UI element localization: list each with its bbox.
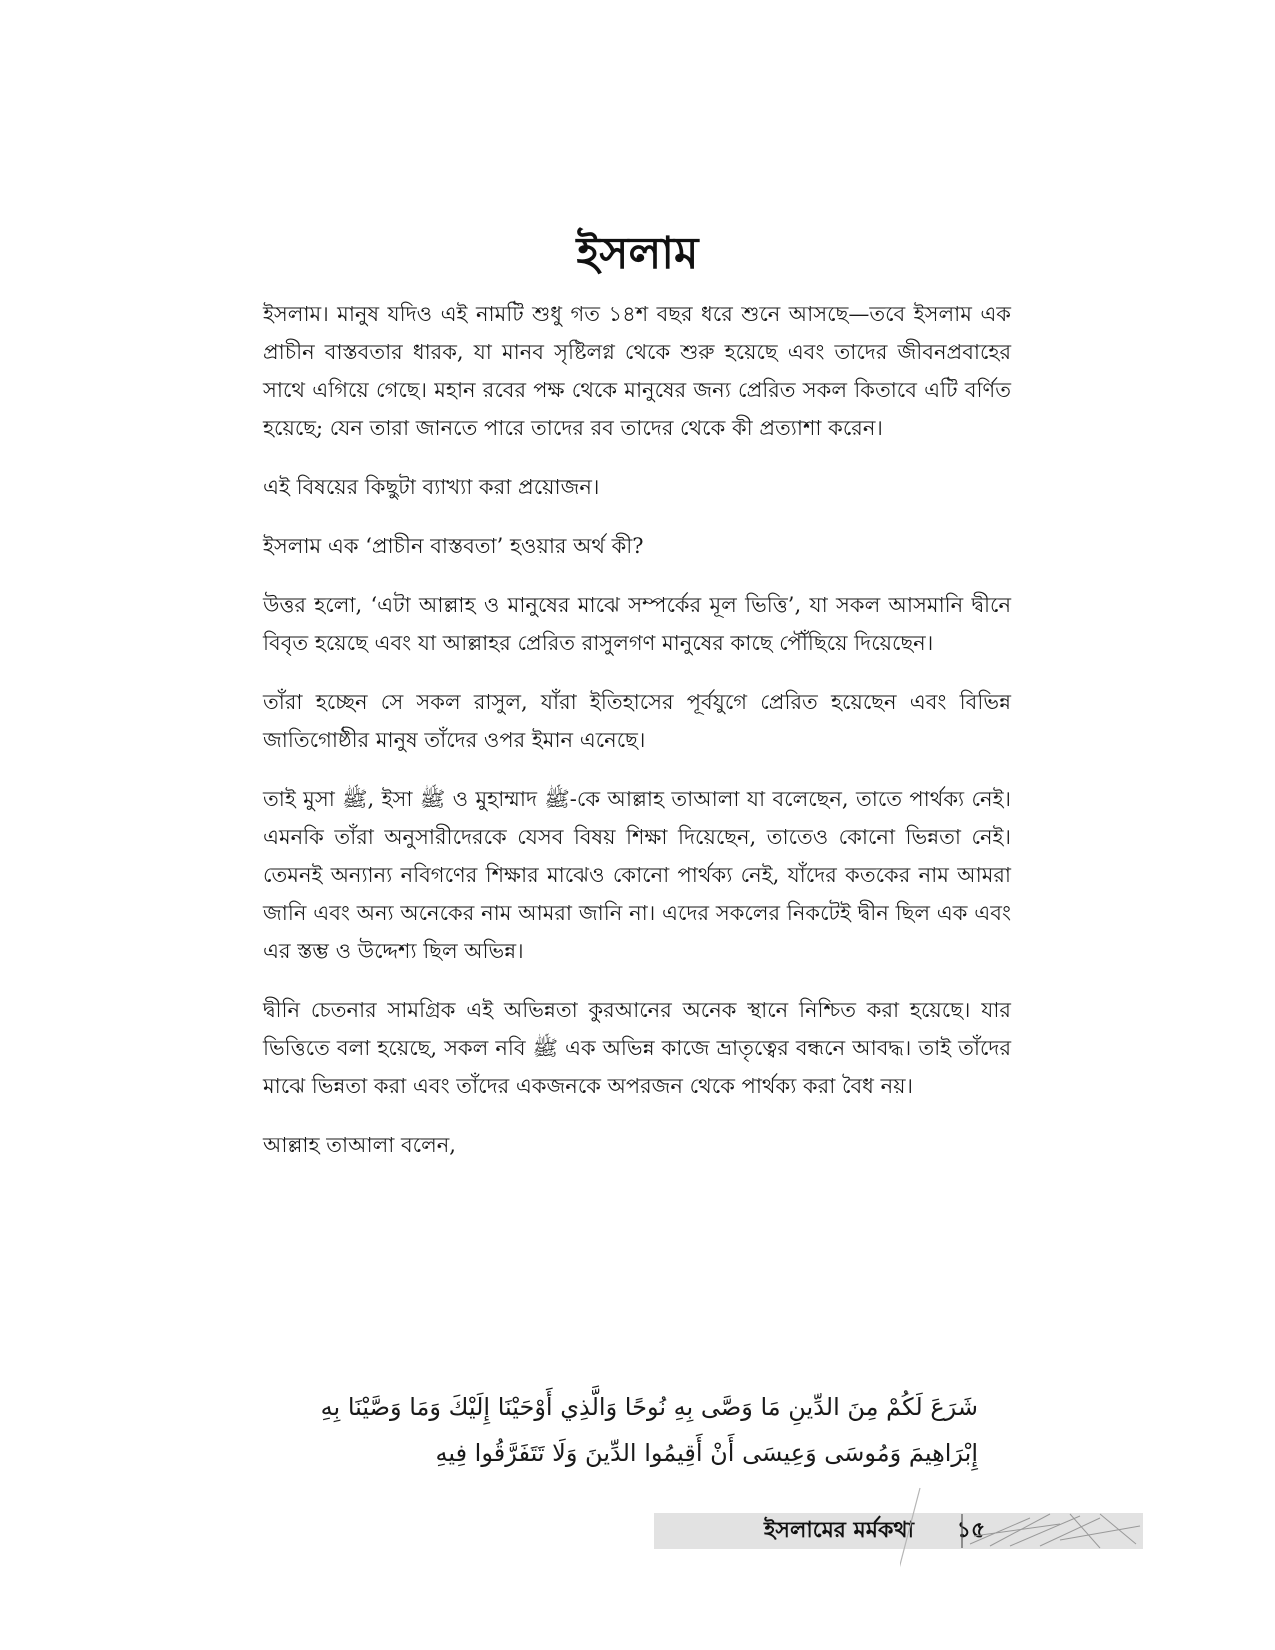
body-text (263, 295, 1011, 1185)
paragraph-messengers: তাঁরা হচ্ছেন সে সকল রাসুল, যাঁরা ইতিহাসের পূর্বযুগে প্রেরিত হয়েছেন এবং বিভিন্ন জাতিগোষ্ঠীর মানুষ তাঁদের ওপর ইমান এনেছে। (263, 690, 1011, 752)
footer-hatch-line (1040, 1518, 1100, 1546)
page-title: ইসলাম (576, 228, 699, 279)
footer-decoration (900, 1480, 1150, 1590)
paragraph-allah-says: আল্লাহ তাআলা বলেন, (263, 1133, 456, 1157)
paragraph-explanation-needed: এই বিষয়ের কিছুটা ব্যাখ্যা করা প্রয়োজন। (263, 475, 600, 499)
footer-book-title: ইসলামের মর্মকথা (763, 1518, 914, 1543)
footer-hatch-line (1070, 1514, 1100, 1548)
footer-divider-slash (900, 1488, 920, 1588)
arabic-verse-line-1: شَرَعَ لَكُمْ مِنَ الدِّينِ مَا وَصَّى بِهِ نُوحًا وَالَّذِي أَوْحَيْنَا إِلَيْكَ وَمَا وَصَّيْنَا بِهِ (320, 1393, 978, 1421)
footer-page-number: ১৫ (956, 1518, 986, 1543)
paragraph-question: ইসলাম এক ‘প্রাচীন বাস্তবতা’ হওয়ার অর্থ কী? (263, 534, 644, 558)
paragraph-no-difference: তাই মুসা ﷺ, ইসা ﷺ ও মুহাম্মাদ ﷺ-কে আল্লাহ তাআলা যা বলেছেন, তাতে পার্থক্য নেই। এমনকি তাঁরা অনুসারীদেরকে যেসব বিষয় শিক্ষা দিয়েছেন, তাতেও কোনো ভিন্নতা নেই। তেমনই অন্যান্য নবিগণের শিক্ষার মাঝেও কোনো পার্থক্য নেই, যাঁদের কতকের নাম আমরা জানি এবং অন্য অনেকের নাম আমরা জানি না। এদের সকলের নিকটেই দ্বীন ছিল এক এবং এর স্তম্ভ ও উদ্দেশ্য ছিল অভিন্ন। (263, 787, 1012, 963)
paragraph-intro: ইসলাম। মানুষ যদিও এই নামটি শুধু গত ১৪শ বছর ধরে শুনে আসছে—তবে ইসলাম এক প্রাচীন বাস্তবতার ধারক, যা মানব সৃষ্টিলগ্ন থেকে শুরু হয়েছে এবং তাদের জীবনপ্রবাহের সাথে এগিয়ে গেছে। মহান রবের পক্ষ থেকে মানুষের জন্য প্রেরিত সকল কিতাবে এটি বর্ণিত হয়েছে; যেন তারা জানতে পারে তাদের রব তাদের থেকে কী প্রত্যাশা করেন। (263, 302, 1011, 440)
arabic-verse (263, 1384, 978, 1476)
footer-hatch-line (1100, 1514, 1136, 1544)
arabic-verse-line-2: إِبْرَاهِيمَ وَمُوسَى وَعِيسَى أَنْ أَقِيمُوا الدِّينَ وَلَا تَتَفَرَّقُوا فِيهِ (435, 1439, 978, 1467)
footer-hatch-line (970, 1518, 1030, 1544)
paragraph-unity: দ্বীনি চেতনার সামগ্রিক এই অভিন্নতা কুরআনের অনেক স্থানে নিশ্চিত করা হয়েছে। যার ভিত্তিতে বলা হয়েছে, সকল নবি ﷺ এক অভিন্ন কাজে ভ্রাতৃত্বের বন্ধনে আবদ্ধ। তাই তাঁদের মাঝে ভিন্নতা করা এবং তাঁদের একজনকে অপরজন থেকে পার্থক্য করা বৈধ নয়। (263, 998, 1011, 1098)
paragraph-answer: উত্তর হলো, ‘এটা আল্লাহ ও মানুষের মাঝে সম্পর্কের মূল ভিত্তি’, যা সকল আসমানি দ্বীনে বিবৃত হয়েছে এবং যা আল্লাহর প্রেরিত রাসুলগণ মানুষের কাছে পৌঁছিয়ে দিয়েছেন। (263, 593, 1011, 655)
footer-hatch-line (1010, 1516, 1080, 1546)
